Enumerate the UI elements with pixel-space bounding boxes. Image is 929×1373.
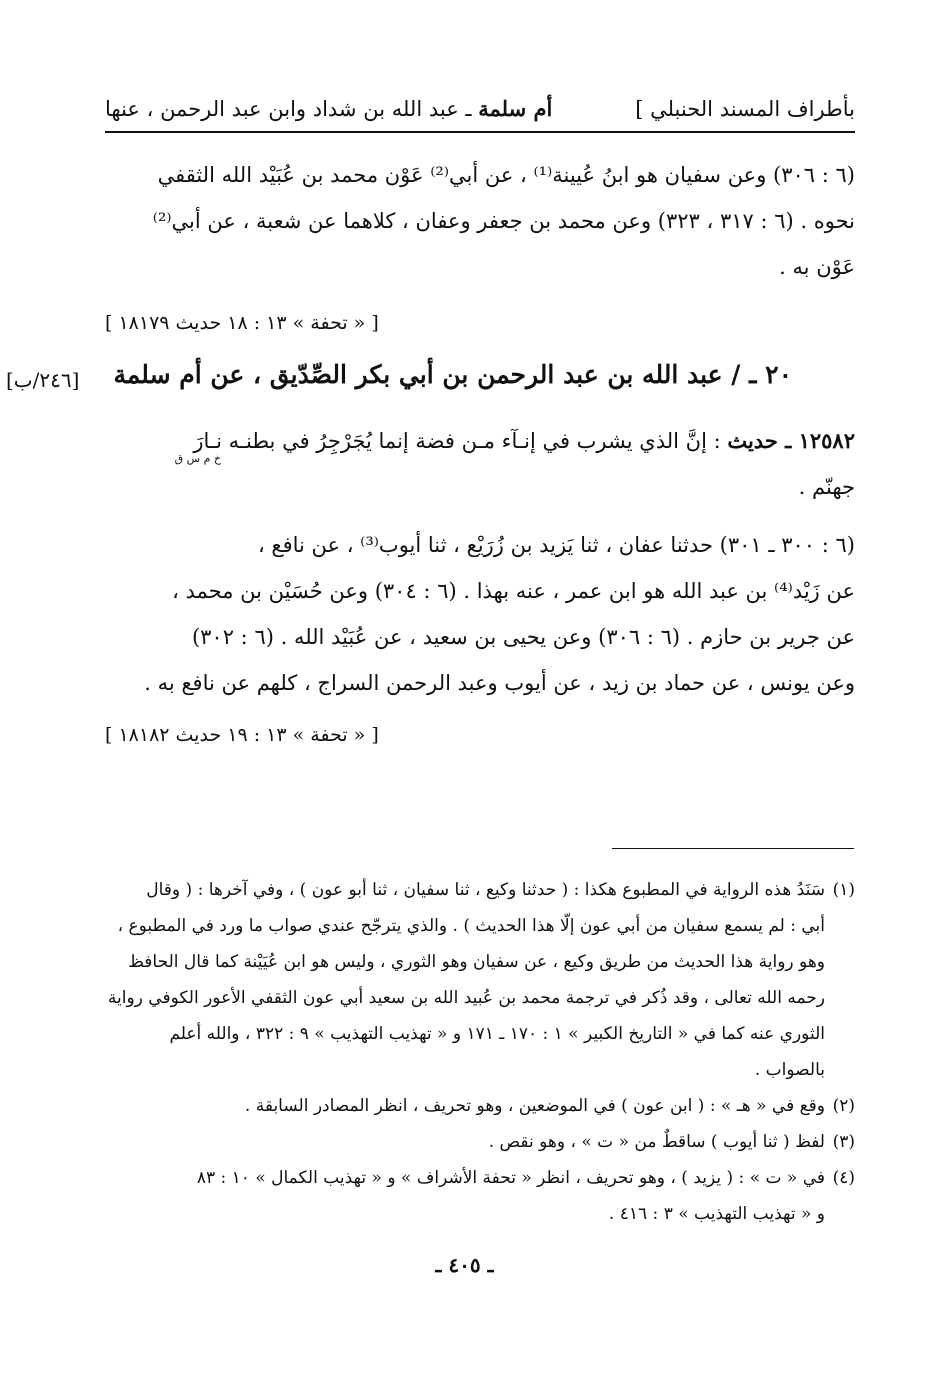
hadith-line: جهنّم . [798,475,855,499]
page-number: ـ ٤٠٥ ـ [435,1253,494,1277]
footnote-1 [105,872,855,1088]
text-block-1 [105,152,855,290]
footnote-line: و « تهذيب التهذيب » ٣ : ٤١٦ . [608,1204,825,1224]
tuhfa-reference: [ « تحفة » ١٣ : ١٨ حديث ١٨١٧٩ ] [105,312,379,334]
footnotes [105,872,855,1232]
text-line: عَوْن به . [779,255,855,279]
footnote-line: سَنَدُ هذه الرواية في المطبوع هكذا : ( حدثنا وكيع ، ثنا سفيان ، ثنا أبو عون ) ، وفي آخرها : ( وقال [146,880,825,900]
footnote-line: الثوري عنه كما في « التاريخ الكبير » ١ : ١٧٠ ـ ١٧١ و « تهذيب التهذيب » ٩ : ٣٢٢ ، والله أعلم [169,1024,825,1044]
text-line: عن جرير بن حازم . (٦ : ٣٠٦) وعن يحيى بن سعيد ، عن عُبَيْد الله . (٦ : ٣٠٢) [191,625,855,649]
footnote-line: رحمه الله تعالى ، وقد ذُكر في ترجمة محمد بن عُبيد الله بن سعيد أبي عون الثقفي الأعور الكوفي رواية [107,988,825,1008]
text-line: (٦ : ٣٠٠ ـ ٣٠١) حدثنا عفان ، ثنا يَزيد بن زُرَيْع ، ثنا أيوب⁽³⁾ ، عن نافع ، [257,533,855,557]
hadith-number: ١٢٥٨٢ ـ حديث [727,428,855,453]
footnote-number: (١) [832,880,855,900]
margin-page-reference: [٢٤٦/ب] [6,368,80,392]
text-block-2 [105,522,855,706]
footnote-line: بالصواب . [754,1060,825,1080]
footnote-line: أبي : لم يسمع سفيان من أبي عون إلّا هذا الحديث ) . والذي يترجّح عندي صواب ما ورد في المطبوع ، [117,916,825,936]
header-topic [105,92,552,126]
footnote-4 [105,1160,855,1232]
footnote-line: وهو رواية هذا الحديث من طريق وكيع ، عن سفيان وهو الثوري ، وليس هو ابن عُيَيْنة كما قال الحافظ [128,952,825,972]
section-title: ٢٠ ـ / عبد الله بن عبد الرحمن بن أبي بكر الصِّدّيق ، عن أم سلمة [113,360,792,389]
text-line: نحوه . (٦ : ٣١٧ ، ٣٢٣) وعن محمد بن جعفر وعفان ، كلاهما عن شعبة ، عن أبي⁽²⁾ [152,209,855,233]
text-line: وعن يونس ، عن حماد بن زيد ، عن أيوب وعبد الرحمن السراج ، كلهم عن نافع به . [144,671,855,695]
header-book-title: بأطراف المسند الحنبلي ] [635,97,855,121]
footnote-number: (٤) [832,1168,855,1188]
hadith-text: : إنَّ الذي يشرب في إنـآء مـن فضة إنما يُجَرْجِرُ في بطنـه نـارَ [193,429,721,453]
header-topic-bold: أم سلمة [478,96,553,121]
header-topic-rest: ـ عبد الله بن شداد وابن عبد الرحمن ، عنها [105,97,472,121]
tuhfa-reference: [ « تحفة » ١٣ : ١٩ حديث ١٨١٨٢ ] [105,724,379,746]
footnote-line: لفظ ( ثنا أيوب ) ساقطٌ من « ت » ، وهو نقص . [488,1132,825,1152]
footnote-2 [105,1088,855,1124]
running-header [105,92,855,126]
hadith-sigla: خ م س ق [174,452,221,465]
header-rule [105,131,855,133]
text-line: عن زَيْد⁽⁴⁾ بن عبد الله هو ابن عمر ، عنه بهذا . (٦ : ٣٠٤) وعن حُسَيْن بن محمد ، [172,579,855,603]
footnote-number: (٣) [832,1132,855,1152]
text-line: (٦ : ٣٠٦) وعن سفيان هو ابنُ عُيينة⁽¹⁾ ، عن أبي⁽²⁾ عَوْن محمد بن عُبَيْد الله الثقفي [157,163,855,187]
footnote-3 [105,1124,855,1160]
footnote-separator [612,848,854,849]
footnote-number: (٢) [832,1096,855,1116]
footnote-line: وقع في « هـ » : ( ابن عون ) في الموضعين ، وهو تحريف ، انظر المصادر السابقة . [244,1096,825,1116]
footnote-line: في « ت » : ( يزيد ) ، وهو تحريف ، انظر « تحفة الأشراف » و « تهذيب الكمال » ١٠ : ٨٣ [196,1168,825,1188]
